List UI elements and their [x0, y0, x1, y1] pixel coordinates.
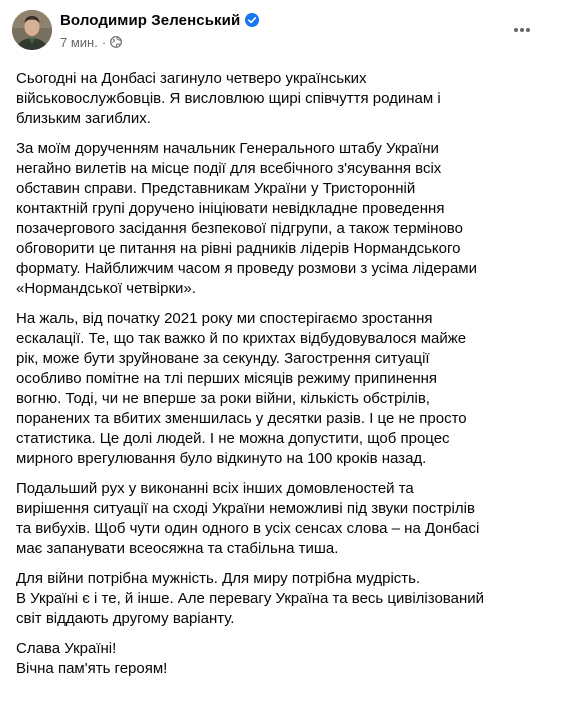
text-line: контактній групі доручено ініціювати невідкладне проведення: [16, 200, 445, 217]
more-options-button[interactable]: [504, 12, 540, 48]
text-line: та вибухів. Щоб чути один одного в усіх сенсах слова – на Донбасі: [16, 520, 480, 537]
meta-separator: ·: [101, 34, 107, 50]
text-line: На жаль, від початку 2021 року ми спостерігаємо зростання: [16, 310, 433, 327]
text-line: Слава Україні!: [16, 640, 117, 657]
text-line: «Нормандської четвірки».: [16, 280, 196, 297]
text-line: мирного врегулювання було відкинуто на 100 кроків назад.: [16, 450, 427, 467]
text-line: позачергового засідання безпекової підгрупи, а також терміново: [16, 220, 463, 237]
text-line: Для війни потрібна мужність. Для миру потрібна мудрість.: [16, 570, 421, 587]
text-line: ескалації. Те, що так важко й по крихтах відбудовувалося майже: [16, 330, 467, 347]
text-line: військовослужбовців. Я висловлюю щирі співчуття родинам і: [16, 90, 441, 107]
avatar-portrait-icon: [12, 10, 52, 50]
text-line: світ віддають другому варіанту.: [16, 610, 235, 627]
text-line: формату. Найближчим часом я проведу розмови з усіма лідерами: [16, 260, 477, 277]
text-line: особливо помітне на тлі перших місяців режиму припинення: [16, 370, 438, 387]
text-line: негайно вилетів на місце події для всебічного з'ясування всіх: [16, 160, 442, 177]
post-paragraph: [16, 309, 556, 469]
post-text: [16, 69, 556, 689]
text-line: близьким загиблих.: [16, 110, 151, 127]
text-line: має запанувати всеосяжна та стабільна тиша.: [16, 540, 339, 557]
author-row: [60, 10, 259, 30]
author-block: [60, 10, 259, 51]
text-line: рік, може бути зруйноване за секунду. Загострення ситуації: [16, 350, 430, 367]
globe-icon[interactable]: [110, 36, 122, 48]
text-line: В Україні є і те, й інше. Але перевагу Україна та весь цивілізований: [16, 590, 484, 607]
post-paragraph: [16, 569, 556, 629]
text-line: вирішення ситуації на сході України неможливі під звуки пострілів: [16, 500, 475, 517]
post-header: [12, 10, 550, 60]
text-line: статистика. Це долі людей. І не можна допустити, щоб процес: [16, 430, 450, 447]
post-meta: [60, 33, 259, 51]
text-line: Сьогодні на Донбасі загинуло четверо українських: [16, 70, 367, 87]
text-line: вогню. Тоді, чи не вперше за роки війни, кількість обстрілів,: [16, 390, 430, 407]
post-paragraph: [16, 479, 556, 559]
text-line: обставин справи. Представникам України у Тристоронній: [16, 180, 416, 197]
more-horizontal-icon: [512, 20, 532, 40]
author-avatar[interactable]: [12, 10, 52, 50]
post-paragraph: [16, 139, 556, 299]
post-timestamp[interactable]: 7 мин.: [60, 34, 98, 50]
post-paragraph: [16, 69, 556, 129]
author-name[interactable]: Володимир Зеленський: [60, 11, 241, 29]
text-line: Вічна пам'ять героям!: [16, 660, 168, 677]
text-line: За моїм дорученням начальник Генерального штабу України: [16, 140, 439, 157]
text-line: обговорити це питання на рівні радників лідерів Нормандського: [16, 240, 461, 257]
text-line: Подальший рух у виконанні всіх інших домовленостей та: [16, 480, 414, 497]
verified-badge-icon: [245, 13, 259, 27]
text-line: поранених та вбитих зменшилась у десятки разів. І це не просто: [16, 410, 467, 427]
post-paragraph: [16, 639, 556, 679]
